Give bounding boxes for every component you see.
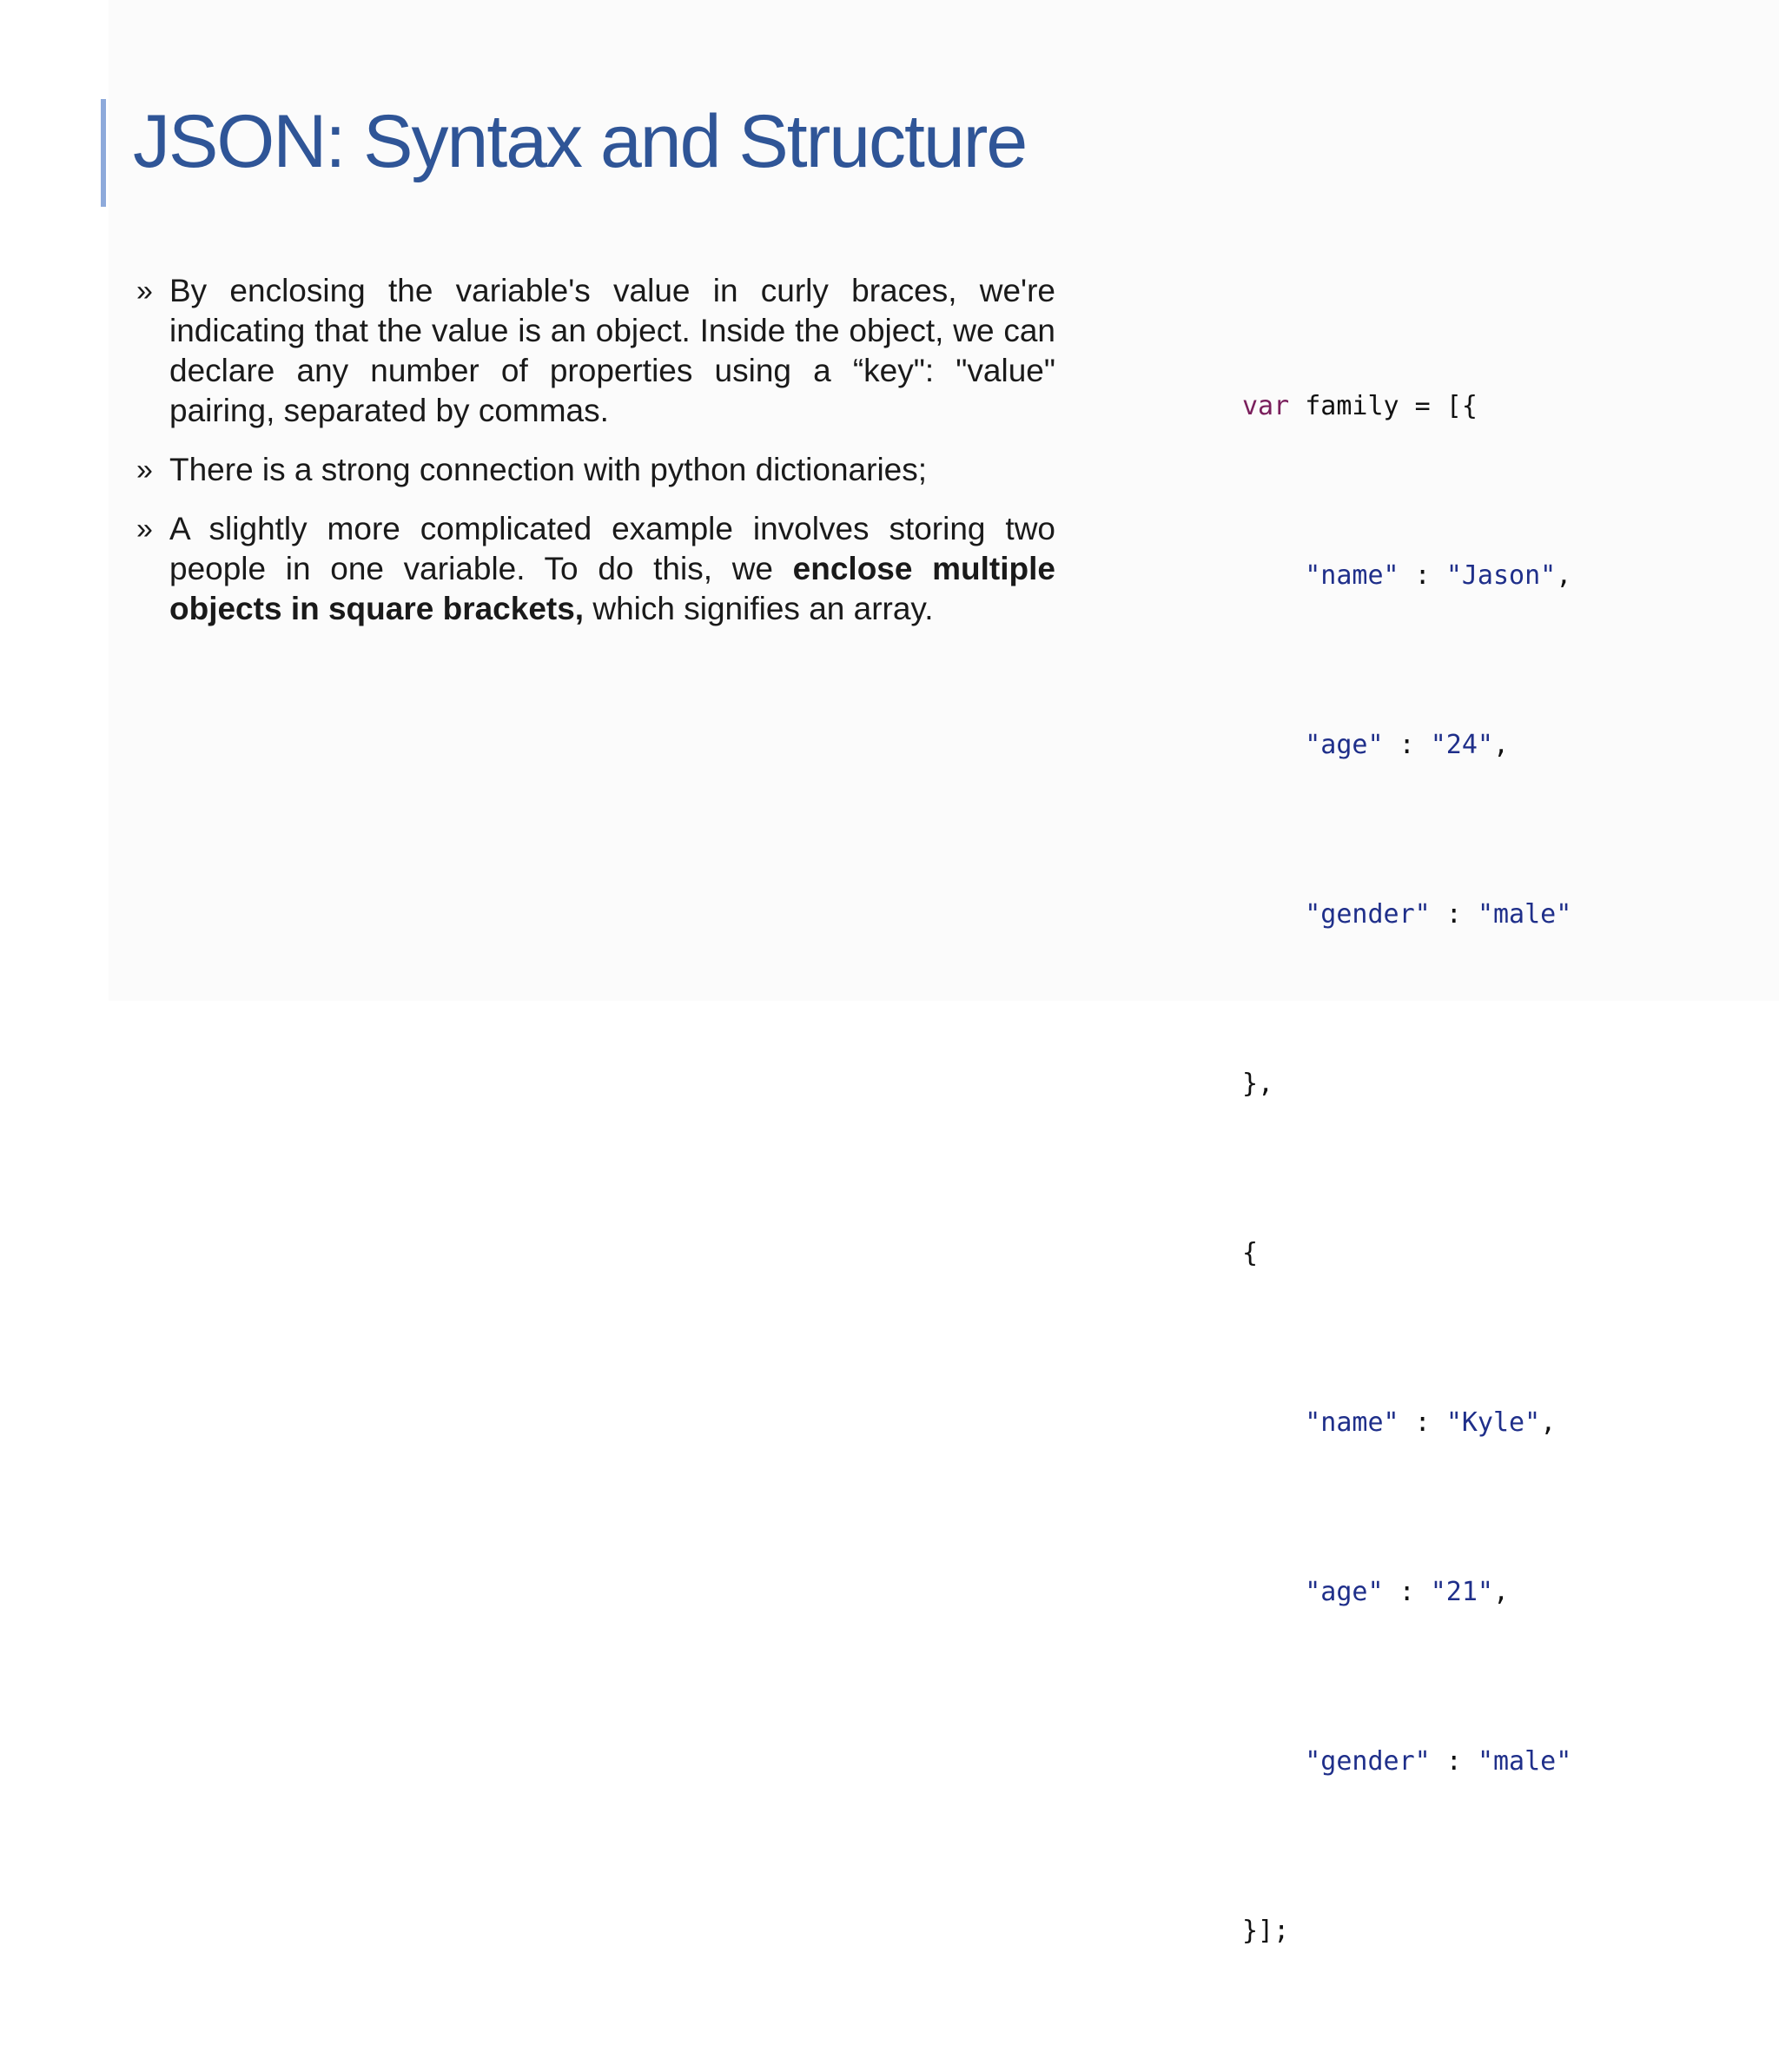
- code-separator: :: [1399, 560, 1446, 591]
- code-value: "24": [1430, 730, 1493, 760]
- code-separator: :: [1430, 899, 1478, 930]
- code-keyword: var: [1242, 391, 1290, 421]
- code-separator: :: [1383, 730, 1431, 760]
- code-line-end: ,: [1556, 560, 1572, 591]
- code-separator: :: [1399, 1407, 1446, 1438]
- code-text: {: [1242, 1238, 1259, 1268]
- code-line: [1242, 1903, 1571, 1959]
- code-key: "gender": [1305, 1746, 1431, 1777]
- bullet-text-bold: enclose multiple objects in square brackets,: [169, 551, 1055, 626]
- code-value: "male": [1477, 1746, 1572, 1777]
- code-indent: [1242, 730, 1305, 760]
- bullet-item-object-syntax: [136, 271, 1055, 431]
- bullet-item-array-example: [136, 509, 1055, 629]
- code-key: "name": [1305, 1407, 1399, 1438]
- code-separator: :: [1383, 1577, 1431, 1607]
- code-line-end: ,: [1493, 1577, 1510, 1607]
- code-key: "gender": [1305, 899, 1431, 930]
- slide-title: JSON: Syntax and Structure: [133, 100, 1027, 183]
- code-text: family = [{: [1289, 391, 1478, 421]
- code-line: [1242, 1056, 1571, 1112]
- code-value: "Jason": [1445, 560, 1557, 591]
- code-indent: [1242, 899, 1305, 930]
- code-key: "age": [1305, 730, 1384, 760]
- code-line-end: ,: [1540, 1407, 1557, 1438]
- bullet-marker: »: [136, 275, 153, 308]
- code-line: [1242, 1564, 1571, 1620]
- bullet-marker: »: [136, 453, 153, 487]
- title-accent-bar: [101, 99, 106, 207]
- bullet-text: By enclosing the variable's value in curly braces, we're indicating that the value is an object. Inside the object, we can declare any number of properties using a “key": "value" pairing, separated by commas.: [169, 273, 1055, 428]
- bullet-item-python-dictionaries: [136, 450, 1055, 490]
- code-text: }];: [1242, 1916, 1290, 1946]
- code-indent: [1242, 1407, 1305, 1438]
- code-separator: :: [1430, 1746, 1478, 1777]
- code-line: [1242, 547, 1571, 604]
- code-value: "male": [1477, 899, 1572, 930]
- code-line: [1242, 1733, 1571, 1790]
- code-indent: [1242, 1746, 1305, 1777]
- code-line: [1242, 378, 1571, 434]
- code-snippet: [1242, 265, 1571, 2072]
- code-value: "21": [1430, 1577, 1493, 1607]
- bullet-text-after: which signifies an array.: [584, 591, 934, 626]
- code-indent: [1242, 1577, 1305, 1607]
- code-key: "age": [1305, 1577, 1384, 1607]
- bullet-text-before: A slightly more complicated example involves storing two people in one variable. To do this, we: [169, 511, 1055, 586]
- code-value: "Kyle": [1445, 1407, 1541, 1438]
- code-line: [1242, 886, 1571, 943]
- code-line: [1242, 1394, 1571, 1451]
- code-line-end: ,: [1493, 730, 1510, 760]
- code-line: [1242, 1225, 1571, 1281]
- bullet-text: There is a strong connection with python dictionaries;: [169, 452, 928, 487]
- bullet-list: [136, 271, 1055, 648]
- bullet-marker: »: [136, 513, 153, 546]
- code-indent: [1242, 560, 1305, 591]
- code-text: },: [1242, 1069, 1274, 1099]
- code-key: "name": [1305, 560, 1399, 591]
- code-line: [1242, 717, 1571, 773]
